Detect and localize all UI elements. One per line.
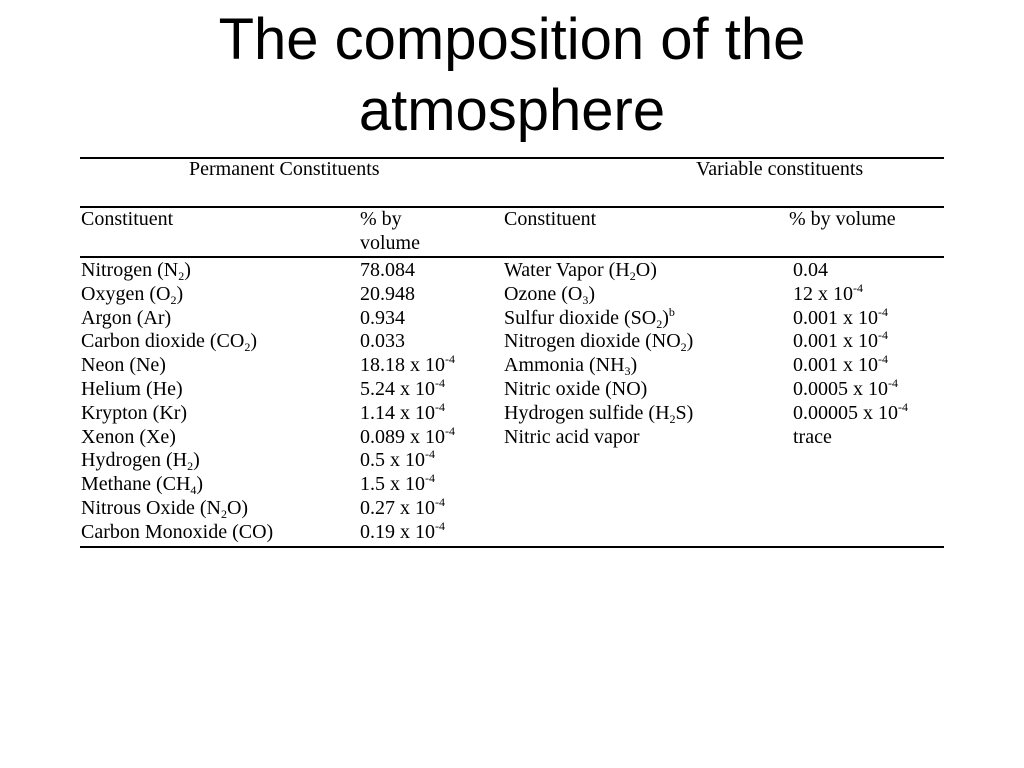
variable-constituent-name: Sulfur dioxide $(SO_2)^b$ <box>504 304 675 331</box>
variable-constituent-name: Nitrogen dioxide $(NO_2)$ <box>504 330 694 355</box>
column-header-constituent: Constituent <box>81 208 174 230</box>
permanent-constituent-name: Carbon Monoxide (CO) <box>81 520 274 543</box>
superscript: -4 <box>898 399 908 414</box>
group-header-permanent: Permanent Constituents <box>189 158 380 180</box>
variable-percent-value: 0.00005 x $10^{-4}$ <box>793 399 908 424</box>
superscript: -4 <box>853 280 863 295</box>
subscript: 2 <box>629 269 636 283</box>
permanent-percent-value: 0.033 <box>360 330 405 353</box>
column-header-variable-percent: % by volume <box>789 208 896 230</box>
subscript: 2 <box>669 411 676 426</box>
slide-title <box>0 4 1024 146</box>
permanent-percent-value: 78.084 <box>360 259 415 281</box>
permanent-constituent-name: Krypton (Kr) <box>81 401 188 424</box>
superscript: -4 <box>425 447 435 462</box>
subscript: 2 <box>244 340 251 355</box>
permanent-percent-value: 0.19 x $10^{-4}$ <box>360 518 445 543</box>
permanent-percent-value: 0.089 x $10^{-4}$ <box>360 423 455 448</box>
superscript: -4 <box>435 399 445 414</box>
subscript: 2 <box>178 269 185 283</box>
subscript: 2 <box>680 340 687 355</box>
group-header-variable: Variable constituents <box>696 158 864 180</box>
variable-percent-value: 12 x $10^{-4}$ <box>793 280 863 305</box>
variable-percent-value: 0.04 <box>793 259 828 281</box>
subscript: 2 <box>170 292 177 307</box>
permanent-constituent-name: Nitrous Oxide $(N_2O)$ <box>81 497 249 521</box>
column-header-percent-line2: volume <box>360 232 420 254</box>
permanent-constituent-name: Argon (Ar) <box>81 306 172 329</box>
column-header-variable-constituent: Constituent <box>504 208 597 230</box>
subscript: 2 <box>187 459 194 474</box>
variable-percent-value: 0.0005 x $10^{-4}$ <box>793 376 898 400</box>
variable-constituent-name: Nitric oxide (NO) <box>504 378 648 400</box>
superscript: -4 <box>888 376 898 390</box>
superscript: -4 <box>878 328 888 343</box>
slide-title-line-2: atmosphere <box>358 78 666 143</box>
permanent-constituent-name: Carbon dioxide $(CO_2)$ <box>81 330 257 355</box>
superscript: -4 <box>878 352 888 367</box>
subscript: 3 <box>582 292 589 307</box>
permanent-percent-value: 1.5 x $10^{-4}$ <box>360 471 435 496</box>
slide-title-line-1: The composition of the <box>218 7 806 72</box>
variable-percent-value: trace <box>793 425 832 448</box>
superscript: -4 <box>445 352 455 367</box>
subscript: 4 <box>190 483 197 498</box>
superscript: -4 <box>878 304 888 319</box>
superscript: -4 <box>425 471 435 486</box>
superscript: -4 <box>435 518 445 533</box>
permanent-percent-value: 5.24 x $10^{-4}$ <box>360 376 445 400</box>
permanent-percent-value: 1.14 x $10^{-4}$ <box>360 399 445 424</box>
variable-constituent-name: Water Vapor $(H_2O)$ <box>504 259 657 283</box>
superscript: -4 <box>435 495 445 509</box>
permanent-constituent-name: Xenon (Xe) <box>81 425 176 448</box>
table-bottom-rule <box>80 546 944 548</box>
superscript: -4 <box>445 423 455 438</box>
permanent-constituent-name: Oxygen $(O_2)$ <box>81 282 184 307</box>
subscript: 2 <box>656 316 663 331</box>
permanent-percent-value: 0.934 <box>360 306 405 329</box>
subscript: 3 <box>624 364 631 379</box>
permanent-constituent-name: Nitrogen $(N_2)$ <box>81 259 191 283</box>
column-header-percent: % by <box>360 208 402 230</box>
variable-percent-value: 0.001 x $10^{-4}$ <box>793 304 888 329</box>
permanent-constituent-name: Methane $(CH_4)$ <box>81 473 204 498</box>
permanent-percent-value: 18.18 x $10^{-4}$ <box>360 352 455 377</box>
subscript: 2 <box>220 507 227 521</box>
permanent-constituent-name: Helium (He) <box>81 378 183 400</box>
variable-percent-value: 0.001 x $10^{-4}$ <box>793 352 888 377</box>
superscript: b <box>668 304 675 319</box>
superscript: -4 <box>435 376 445 390</box>
variable-constituent-name: Nitric acid vapor <box>504 425 640 448</box>
permanent-percent-value: 20.948 <box>360 282 415 305</box>
variable-percent-value: 0.001 x $10^{-4}$ <box>793 328 888 353</box>
variable-constituent-name: Ammonia $(NH_3)$ <box>504 354 638 379</box>
permanent-percent-value: 0.27 x $10^{-4}$ <box>360 495 445 519</box>
permanent-constituent-name: Neon (Ne) <box>81 354 166 377</box>
permanent-constituent-name: Hydrogen $(H_2)$ <box>81 449 200 474</box>
variable-constituent-name: Hydrogen sulfide $(H_2S)$ <box>504 401 694 426</box>
permanent-percent-value: 0.5 x $10^{-4}$ <box>360 447 435 472</box>
variable-constituent-name: Ozone $(O_3)$ <box>504 282 595 307</box>
